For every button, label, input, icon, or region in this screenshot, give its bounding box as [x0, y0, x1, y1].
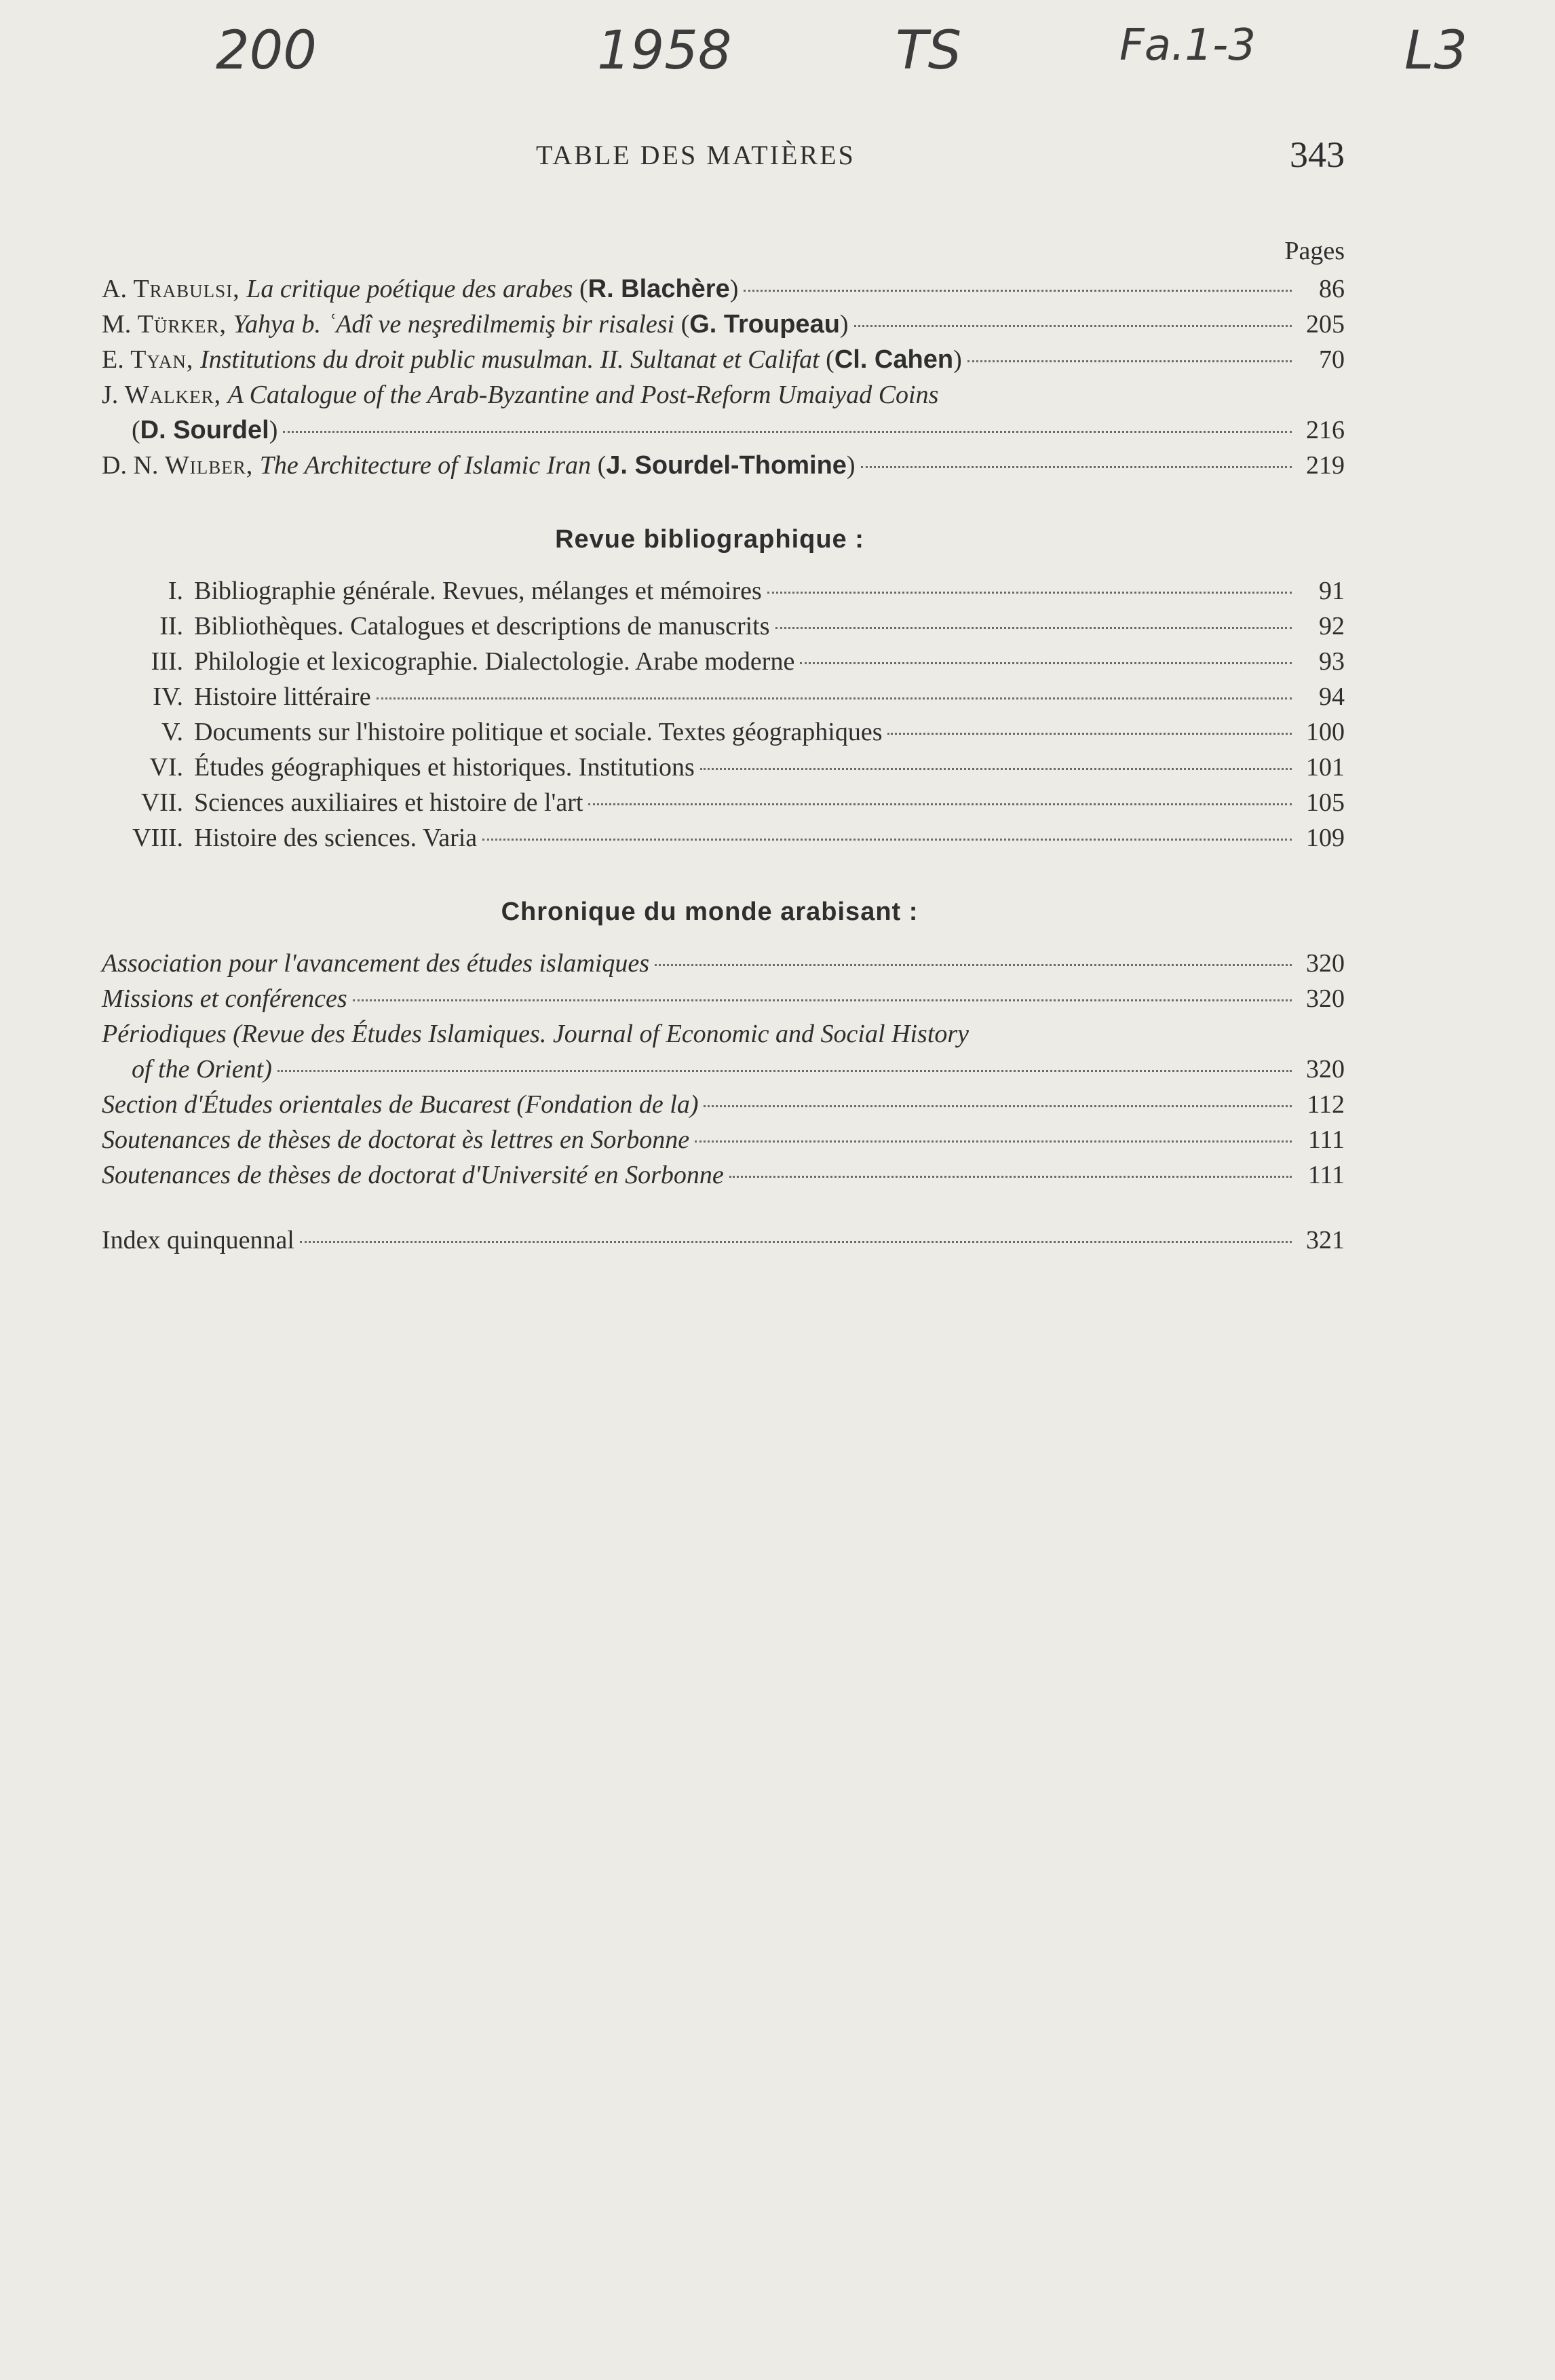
- work-title: Yahya b. ʿAdî ve neşredilmemiş bir risalesi: [233, 310, 675, 339]
- dot-leader: [887, 733, 1292, 735]
- author-initials: A.: [102, 275, 127, 303]
- revue-label: Documents sur l'histoire politique et sociale. Textes géographiques: [194, 718, 883, 746]
- author-initials: D. N.: [102, 451, 159, 480]
- index-label: Index quinquennal: [102, 1226, 294, 1254]
- author-name: Trabulsi,: [133, 275, 240, 303]
- author-name: Wilber,: [164, 451, 254, 480]
- revue-entry[interactable]: [102, 785, 1345, 820]
- page-ref: 101: [1306, 753, 1345, 782]
- dot-leader: [655, 964, 1292, 966]
- page-ref: 70: [1319, 345, 1345, 374]
- work-title: Institutions du droit public musulman. II. Sultanat et Califat: [199, 345, 820, 374]
- revue-entry[interactable]: [102, 750, 1345, 785]
- handwritten-mark-5: L3: [1404, 20, 1468, 81]
- dot-leader: [377, 697, 1292, 699]
- roman-numeral: VII.: [140, 788, 183, 817]
- review-entry[interactable]: D. N. Wilber, The Architecture of Islamic Iran (J. Sourdel-Thomine) 219: [102, 448, 1345, 483]
- dot-leader: [283, 431, 1292, 433]
- chronique-entry[interactable]: [102, 1122, 1345, 1157]
- chronique-label: Périodiques (Revue des Études Islamiques. Journal of Economic and Social History: [102, 1020, 970, 1048]
- dot-leader: [700, 768, 1292, 770]
- author-name: Türker,: [137, 310, 227, 339]
- page-ref: 216: [1306, 416, 1345, 444]
- dot-leader: [277, 1070, 1292, 1072]
- dot-leader: [588, 803, 1292, 805]
- author-initials: M.: [102, 310, 132, 339]
- chronique-entry[interactable]: [102, 1157, 1345, 1193]
- roman-numeral: IV.: [153, 683, 183, 711]
- table-of-contents: [102, 231, 1345, 1258]
- revue-label: Bibliothèques. Catalogues et descriptions de manuscrits: [194, 612, 770, 640]
- author-name: Walker,: [124, 381, 222, 409]
- reviewer: R. Blachère: [588, 275, 730, 303]
- revue-entry[interactable]: [102, 714, 1345, 750]
- dot-leader: [744, 290, 1292, 292]
- page-header: [102, 132, 1345, 187]
- revue-entry[interactable]: [102, 679, 1345, 714]
- chronique-label-continued: of the Orient): [132, 1055, 272, 1083]
- work-title: La critique poétique des arabes: [246, 275, 573, 303]
- chronique-entry-continued: [102, 1052, 1345, 1087]
- roman-numeral: V.: [161, 718, 183, 746]
- chronique-heading: Chronique du monde arabisant :: [501, 898, 919, 926]
- dot-leader: [482, 839, 1292, 841]
- dot-leader: [695, 1140, 1292, 1143]
- chronique-entry[interactable]: [102, 1087, 1345, 1122]
- page-ref: 109: [1306, 824, 1345, 852]
- dot-leader: [854, 325, 1292, 327]
- page-ref: 93: [1319, 647, 1345, 676]
- page-ref: 111: [1307, 1161, 1345, 1189]
- roman-numeral: VI.: [149, 753, 183, 782]
- page-ref: 105: [1306, 788, 1345, 817]
- work-title: A Catalogue of the Arab-Byzantine and Post-Reform Umaiyad Coins: [227, 381, 939, 409]
- review-entry[interactable]: E. Tyan, Institutions du droit public musulman. II. Sultanat et Califat (Cl. Cahen) 70: [102, 342, 1345, 377]
- dot-leader: [861, 466, 1292, 468]
- dot-leader: [800, 662, 1292, 664]
- reviewer: G. Troupeau: [689, 310, 840, 339]
- page-ref: 91: [1319, 577, 1345, 605]
- page-ref: 205: [1306, 310, 1345, 339]
- roman-numeral: I.: [168, 577, 183, 605]
- dot-leader: [729, 1176, 1292, 1178]
- revue-label: Philologie et lexicographie. Dialectologie. Arabe moderne: [194, 647, 795, 676]
- revue-label: Études géographiques et historiques. Institutions: [194, 753, 695, 782]
- chronique-entry[interactable]: [102, 981, 1345, 1016]
- handwritten-mark-4: Fa.1-3: [1119, 20, 1256, 71]
- reviewer: Cl. Cahen: [834, 345, 954, 374]
- dot-leader: [967, 360, 1292, 362]
- chronique-label: Soutenances de thèses de doctorat ès lettres en Sorbonne: [102, 1126, 690, 1154]
- page-ref: 219: [1306, 451, 1345, 480]
- roman-numeral: VIII.: [132, 824, 183, 852]
- page-ref: 320: [1306, 949, 1345, 978]
- chronique-label: Section d'Études orientales de Bucarest (Fondation de la): [102, 1090, 699, 1119]
- page-ref: 100: [1306, 718, 1345, 746]
- running-title: TABLE DES MATIÈRES: [536, 140, 856, 170]
- page-ref: 92: [1319, 612, 1345, 640]
- revue-entry[interactable]: [102, 820, 1345, 856]
- author-initials: J.: [102, 381, 119, 409]
- dot-leader: [300, 1241, 1292, 1243]
- handwritten-mark-3: TS: [896, 20, 962, 81]
- roman-numeral: III.: [151, 647, 183, 676]
- dot-leader: [704, 1105, 1292, 1107]
- author-initials: E.: [102, 345, 124, 374]
- review-entry-continued: (D. Sourdel) 216: [102, 412, 1345, 448]
- spacer: [102, 1193, 1345, 1223]
- review-entry[interactable]: [102, 377, 1345, 412]
- chronique-label: Soutenances de thèses de doctorat d'Université en Sorbonne: [102, 1161, 724, 1189]
- page-ref: 94: [1319, 683, 1345, 711]
- dot-leader: [775, 627, 1292, 629]
- handwritten-mark-1: 200: [216, 20, 317, 81]
- revue-entry[interactable]: [102, 573, 1345, 609]
- revue-label: Histoire des sciences. Varia: [194, 824, 478, 852]
- page-ref: 112: [1307, 1090, 1345, 1119]
- review-entry[interactable]: A. Trabulsi, La critique poétique des arabes (R. Blachère) 86: [102, 271, 1345, 307]
- author-name: Tyan,: [130, 345, 194, 374]
- chronique-entry[interactable]: [102, 946, 1345, 981]
- revue-bibliographique-heading: Revue bibliographique :: [555, 525, 864, 554]
- index-entry[interactable]: [102, 1223, 1345, 1258]
- page-ref: 86: [1319, 275, 1345, 303]
- page-ref: 321: [1306, 1226, 1345, 1254]
- dot-leader: [767, 592, 1292, 594]
- reviewer: D. Sourdel: [140, 416, 269, 444]
- reviewer: J. Sourdel-Thomine: [606, 451, 847, 480]
- revue-entry[interactable]: [102, 644, 1345, 679]
- review-entry[interactable]: M. Türker, Yahya b. ʿAdî ve neşredilmemiş bir risalesi (G. Troupeau) 205: [102, 307, 1345, 342]
- work-title: The Architecture of Islamic Iran: [259, 451, 592, 480]
- revue-label: Histoire littéraire: [194, 683, 371, 711]
- page-ref: 320: [1306, 984, 1345, 1013]
- roman-numeral: II.: [159, 612, 183, 640]
- page-number: 343: [1290, 134, 1345, 175]
- page-ref: 320: [1306, 1055, 1345, 1083]
- handwritten-mark-2: 1958: [597, 20, 732, 81]
- chronique-label: Missions et conférences: [102, 984, 347, 1013]
- pages-column-heading: Pages: [1284, 237, 1345, 265]
- dot-leader: [353, 999, 1292, 1001]
- page-ref: 111: [1307, 1126, 1345, 1154]
- revue-entry[interactable]: [102, 609, 1345, 644]
- revue-label: Sciences auxiliaires et histoire de l'art: [194, 788, 583, 817]
- chronique-entry[interactable]: [102, 1016, 1345, 1052]
- chronique-label: Association pour l'avancement des études islamiques: [102, 949, 650, 978]
- revue-label: Bibliographie générale. Revues, mélanges et mémoires: [194, 577, 762, 605]
